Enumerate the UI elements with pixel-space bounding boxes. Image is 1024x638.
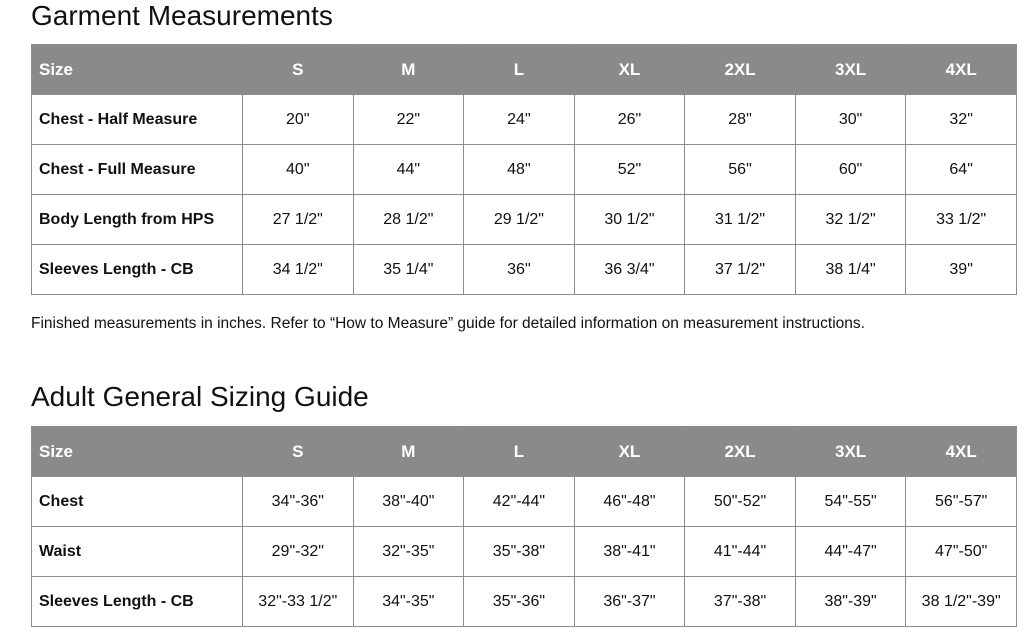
measurement-cell: 41"-44" (685, 527, 796, 577)
table-header-row (32, 427, 1017, 477)
measurement-cell: 33 1/2" (906, 195, 1017, 245)
measurement-cell: 32"-35" (353, 527, 464, 577)
measurement-cell: 30 1/2" (574, 195, 685, 245)
measurement-cell: 44"-47" (795, 527, 906, 577)
table-row (32, 195, 1017, 245)
size-column-header: 3XL (795, 45, 906, 95)
size-column-header: XL (574, 427, 685, 477)
size-column-header: 2XL (685, 427, 796, 477)
measurement-cell: 47"-50" (906, 527, 1017, 577)
measurement-cell: 35"-36" (464, 577, 575, 627)
size-column-header: XL (574, 45, 685, 95)
row-label: Body Length from HPS (32, 195, 243, 245)
measurement-cell: 32" (906, 95, 1017, 145)
measurement-cell: 56"-57" (906, 477, 1017, 527)
measurement-cell: 38"-39" (795, 577, 906, 627)
measurement-cell: 37 1/2" (685, 245, 796, 295)
garment-measurements-table (31, 44, 1017, 295)
row-label: Chest (32, 477, 243, 527)
measurement-cell: 56" (685, 145, 796, 195)
measurement-cell: 34 1/2" (243, 245, 354, 295)
adult-sizing-guide-table (31, 426, 1017, 627)
size-column-header: 2XL (685, 45, 796, 95)
size-header-label: Size (32, 45, 243, 95)
garment-measurements-title: Garment Measurements (31, 0, 333, 31)
table-row (32, 527, 1017, 577)
measurement-cell: 38"-40" (353, 477, 464, 527)
measurement-cell: 37"-38" (685, 577, 796, 627)
measurement-cell: 32"-33 1/2" (243, 577, 354, 627)
size-column-header: L (464, 427, 575, 477)
measurement-cell: 29 1/2" (464, 195, 575, 245)
size-column-header: S (243, 427, 354, 477)
table-row (32, 145, 1017, 195)
measurement-cell: 36"-37" (574, 577, 685, 627)
size-column-header: M (353, 45, 464, 95)
size-column-header: S (243, 45, 354, 95)
measurement-cell: 54"-55" (795, 477, 906, 527)
measurement-cell: 44" (353, 145, 464, 195)
measurement-cell: 24" (464, 95, 575, 145)
size-column-header: L (464, 45, 575, 95)
measurement-cell: 52" (574, 145, 685, 195)
row-label: Sleeves Length - CB (32, 245, 243, 295)
measurement-cell: 42"-44" (464, 477, 575, 527)
measurement-cell: 40" (243, 145, 354, 195)
measurement-cell: 31 1/2" (685, 195, 796, 245)
adult-sizing-guide-title: Adult General Sizing Guide (31, 381, 369, 412)
measurement-cell: 34"-36" (243, 477, 354, 527)
measurement-cell: 22" (353, 95, 464, 145)
row-label: Sleeves Length - CB (32, 577, 243, 627)
table-header-row (32, 45, 1017, 95)
measurement-cell: 60" (795, 145, 906, 195)
table-row (32, 477, 1017, 527)
measurement-cell: 50"-52" (685, 477, 796, 527)
measurement-cell: 29"-32" (243, 527, 354, 577)
measurement-cell: 64" (906, 145, 1017, 195)
measurement-cell: 38"-41" (574, 527, 685, 577)
size-column-header: 4XL (906, 45, 1017, 95)
table-row (32, 245, 1017, 295)
measurement-note: Finished measurements in inches. Refer to “How to Measure” guide for detailed information on measurement instructions. (31, 315, 865, 332)
measurement-cell: 35 1/4" (353, 245, 464, 295)
measurement-cell: 38 1/4" (795, 245, 906, 295)
measurement-cell: 36 3/4" (574, 245, 685, 295)
measurement-cell: 27 1/2" (243, 195, 354, 245)
measurement-cell: 30" (795, 95, 906, 145)
measurement-cell: 48" (464, 145, 575, 195)
row-label: Waist (32, 527, 243, 577)
measurement-cell: 34"-35" (353, 577, 464, 627)
measurement-cell: 35"-38" (464, 527, 575, 577)
size-column-header: M (353, 427, 464, 477)
measurement-cell: 32 1/2" (795, 195, 906, 245)
measurement-cell: 46"-48" (574, 477, 685, 527)
measurement-cell: 20" (243, 95, 354, 145)
table-row (32, 95, 1017, 145)
row-label: Chest - Half Measure (32, 95, 243, 145)
size-column-header: 4XL (906, 427, 1017, 477)
measurement-cell: 26" (574, 95, 685, 145)
measurement-cell: 38 1/2"-39" (906, 577, 1017, 627)
measurement-cell: 28" (685, 95, 796, 145)
size-column-header: 3XL (795, 427, 906, 477)
measurement-cell: 36" (464, 245, 575, 295)
measurement-cell: 28 1/2" (353, 195, 464, 245)
measurement-cell: 39" (906, 245, 1017, 295)
row-label: Chest - Full Measure (32, 145, 243, 195)
size-header-label: Size (32, 427, 243, 477)
table-row (32, 577, 1017, 627)
